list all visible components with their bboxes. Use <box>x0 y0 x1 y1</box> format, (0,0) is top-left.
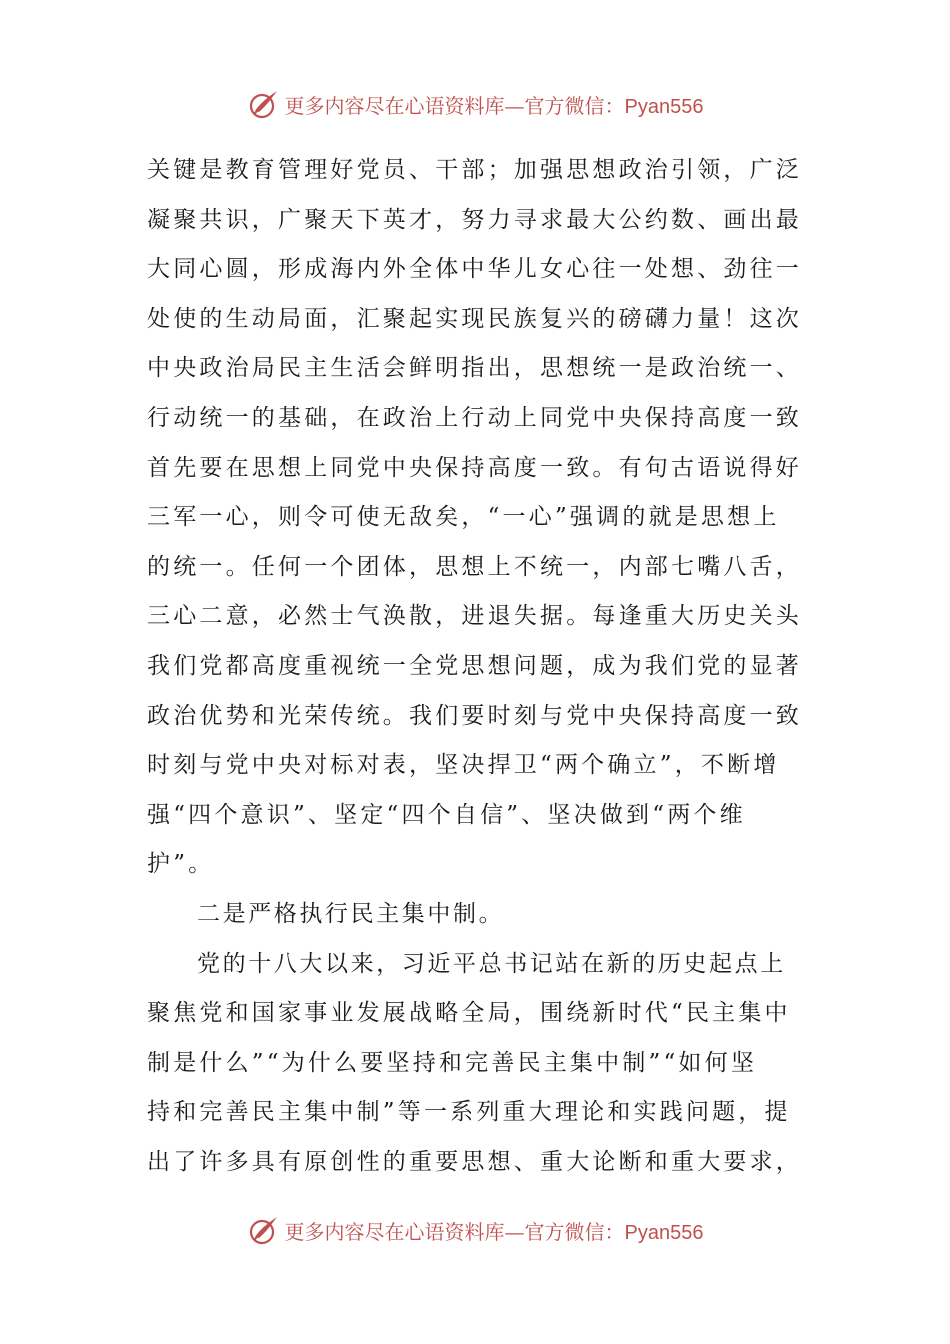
header-watermark-banner <box>0 84 950 124</box>
footer-watermark-handle: Pyan556 <box>624 1221 704 1244</box>
footer-watermark-text: 更多内容尽在心语资料库—官方微信：Pyan556 <box>284 1219 704 1244</box>
body-line: 行动统一的基础，在政治上行动上同党中央保持高度一致 <box>147 404 802 431</box>
body-line: 党的十八大以来，习近平总书记站在新的历史起点上 <box>197 950 786 977</box>
body-line: 时刻与党中央对标对表，坚决捍卫“两个确立”，不断增 <box>147 752 780 779</box>
footer-watermark-banner <box>0 1210 950 1250</box>
body-line: 聚焦党和国家事业发展战略全局，围绕新时代“民主集中 <box>147 1000 791 1027</box>
body-line: 中央政治局民主生活会鲜明指出，思想统一是政治统一、 <box>147 355 802 382</box>
body-line: 三军一心，则令可使无敌矣，“一心”强调的就是思想上 <box>147 504 780 531</box>
document-body <box>147 146 807 1187</box>
quill-logo-icon <box>247 87 281 121</box>
body-line: 护”。 <box>147 851 215 878</box>
body-line: 的统一。任何一个团体，思想上不统一，内部七嘴八舌， <box>147 553 802 580</box>
body-line: 凝聚共识，广聚天下英才，努力寻求最大公约数、画出最 <box>147 206 802 233</box>
header-watermark-handle: Pyan556 <box>624 95 704 118</box>
body-line: 我们党都高度重视统一全党思想问题，成为我们党的显著 <box>147 652 802 679</box>
body-line: 政治优势和光荣传统。我们要时刻与党中央保持高度一致 <box>147 702 802 729</box>
body-line: 关键是教育管理好党员、干部；加强思想政治引领，广泛 <box>147 157 802 183</box>
quill-logo-icon <box>247 1213 281 1247</box>
body-line: 强“四个意识”、坚定“四个自信”、坚决做到“两个维 <box>147 801 746 828</box>
body-line: 三心二意，必然士气涣散，进退失据。每逢重大历史关头 <box>147 603 802 630</box>
body-line: 首先要在思想上同党中央保持高度一致。有句古语说得好 <box>147 454 802 481</box>
body-line: 处使的生动局面，汇聚起实现民族复兴的磅礴力量！这次 <box>147 305 802 332</box>
body-line: 大同心圆，形成海内外全体中华儿女心往一处想、劲往一 <box>147 256 802 283</box>
body-line: 持和完善民主集中制”等一系列重大理论和实践问题，提 <box>147 1099 791 1126</box>
body-line: 制是什么”“为什么要坚持和完善民主集中制”“如何坚 <box>147 1049 758 1076</box>
header-watermark-text: 更多内容尽在心语资料库—官方微信：Pyan556 <box>284 93 704 118</box>
body-line: 出了许多具有原创性的重要思想、重大论断和重大要求， <box>147 1148 802 1175</box>
section-heading: 二是严格执行民主集中制。 <box>197 900 505 927</box>
